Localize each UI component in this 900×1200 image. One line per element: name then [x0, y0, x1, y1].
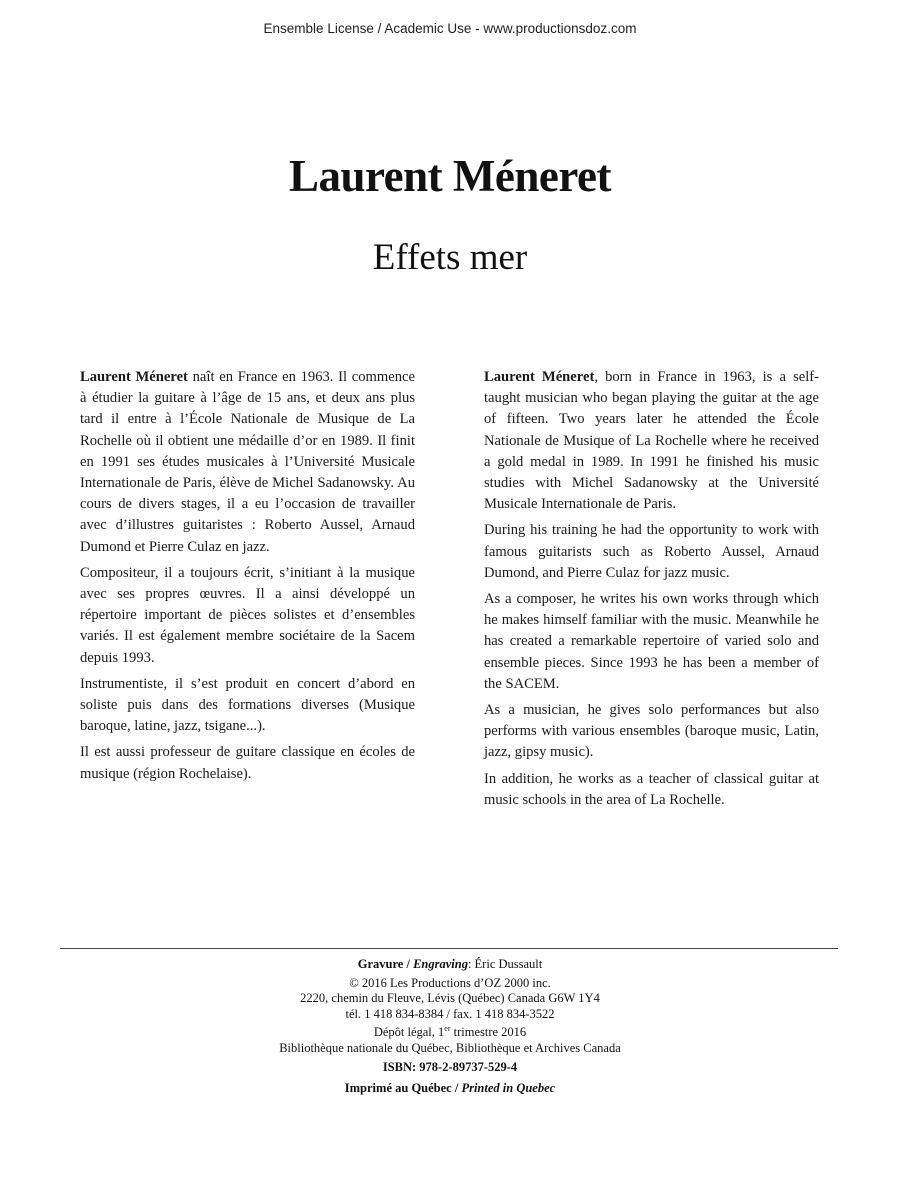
bio-en-paragraph-1-text: , born in France in 1963, is a self-taught musician who began playing the guitar at the age of fifteen. Two years later he attended the École Nationale de Musique of La Rochelle where he received a gold medal in 1989. In 1991 he finished his music studies with Michel Sadanowsky at the Université Musicale Internationale de Paris. — [484, 369, 819, 513]
publisher-phone: tél. 1 418 834-8384 / fax. 1 418 834-3522 — [345, 1006, 555, 1021]
bio-fr-paragraph-4: Il est aussi professeur de guitare classique en écoles de musique (région Rochelaise). — [80, 744, 415, 782]
bio-en-paragraph-1 — [484, 367, 819, 515]
printed-in-line — [0, 1081, 900, 1097]
isbn-line: ISBN: 978-2-89737-529-4 — [382, 1059, 518, 1074]
engraver-name: : Éric Dussault — [467, 957, 543, 971]
bio-fr-paragraph-1-text: naît en France en 1963. Il commence à étudier la guitare à l’âge de 15 ans, et deux ans plus tard il entre à l’École Nationale de Musique de La Rochelle où il obtient une médaille d’or en 1989. Il finit en 1991 ses études musicales à l’Université Musicale Internationale de Paris, élève de Michel Sadanowsky. Au cours de divers stages, il a eu l’occasion de travailler avec d’illustres guitaristes : Roberto Aussel, Arnaud Dumond et Pierre Culaz en jazz. — [80, 369, 415, 555]
printed-fr: Imprimé au Québec / — [344, 1081, 462, 1096]
footer-divider — [60, 948, 838, 949]
legal-deposit-post: trimestre 2016 — [450, 1025, 527, 1040]
copyright-line: © 2016 Les Productions d’OZ 2000 inc. — [349, 975, 551, 990]
bio-en-paragraph-2: During his training he had the opportunity to work with famous guitarists such as Roberto Aussel, Arnaud Dumond, and Pierre Culaz for jazz music. — [484, 522, 819, 581]
biography-english — [484, 367, 819, 816]
publisher-address: 2220, chemin du Fleuve, Lévis (Québec) Canada G6W 1Y4 — [300, 991, 600, 1006]
printed-en: Printed in Quebec — [461, 1081, 556, 1096]
engraving-credit — [0, 957, 900, 973]
bio-fr-paragraph-3: Instrumentiste, il s’est produit en concert d’abord en soliste puis dans des formations diverses (Musique baroque, latine, jazz, tsigane...). — [80, 675, 415, 735]
license-notice: Ensemble License / Academic Use - www.productionsdoz.com — [263, 21, 637, 36]
composer-name: Laurent Méneret — [288, 151, 611, 201]
bio-fr-paragraph-1 — [80, 367, 415, 558]
bio-en-composer-name: Laurent Méneret — [484, 369, 595, 385]
legal-deposit-pre: Dépôt légal, 1 — [373, 1025, 445, 1040]
bio-en-paragraph-3: As a composer, he writes his own works through which he makes himself familiar with the music. Meanwhile he has created a remarkable repertoire of varied solo and ensemble pieces. Since 1993 he has been a member of the SACEM. — [484, 591, 819, 692]
colophon — [0, 957, 900, 1097]
bio-fr-composer-name: Laurent Méneret — [80, 369, 188, 385]
legal-deposit-sup: er — [444, 1024, 451, 1034]
legal-deposit — [0, 1025, 900, 1041]
piece-title: Effets mer — [372, 237, 528, 278]
libraries-line: Bibliothèque nationale du Québec, Bibliothèque et Archives Canada — [279, 1040, 621, 1055]
engraving-label-en: Engraving — [413, 957, 468, 971]
bio-en-paragraph-5: In addition, he works as a teacher of classical guitar at music schools in the area of La Rochelle. — [484, 770, 819, 808]
biography-french — [80, 367, 415, 790]
engraving-label-fr: Gravure / — [357, 957, 414, 971]
bio-en-paragraph-4: As a musician, he gives solo performances but also performs with various ensembles (baroque music, Latin, jazz, gipsy music). — [484, 702, 819, 761]
bio-fr-paragraph-2: Compositeur, il a toujours écrit, s’initiant à la musique avec ses propres œuvres. Il a ainsi développé un répertoire important de pièces solistes et d’ensembles variés. Il est également membre sociétaire de la Sacem depuis 1993. — [80, 564, 415, 666]
